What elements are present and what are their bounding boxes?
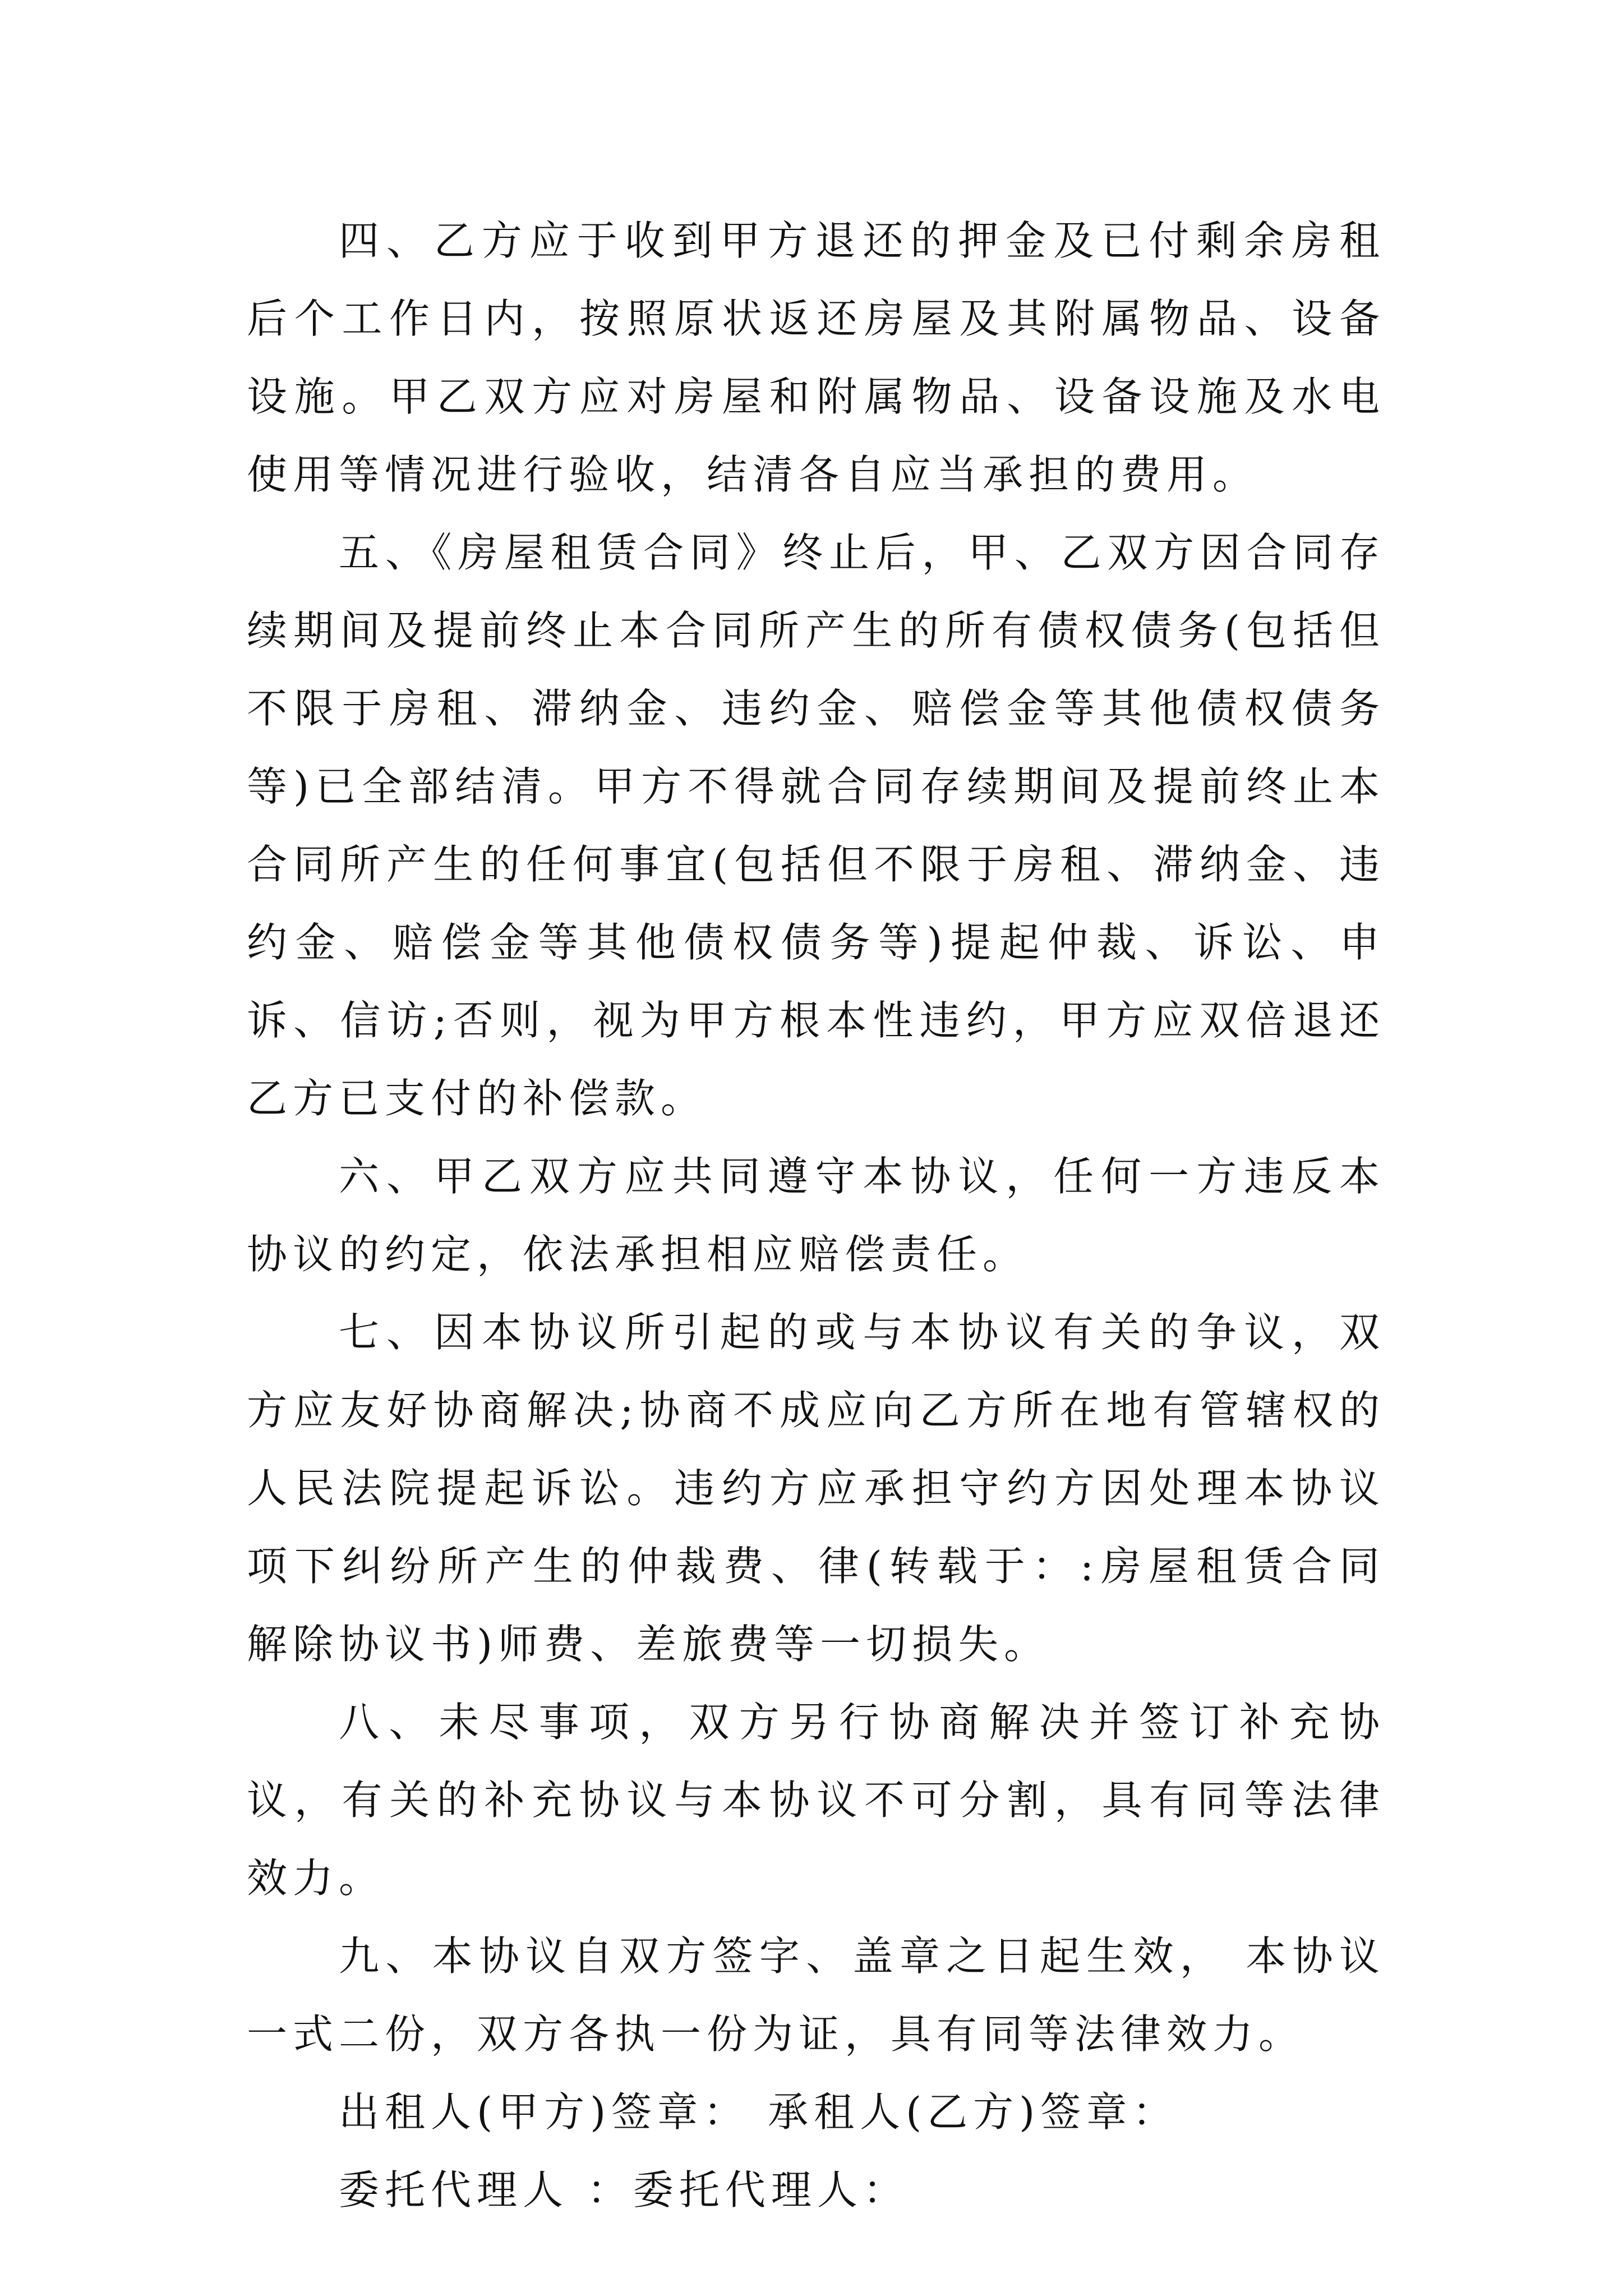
- signature-line: 出租人(甲方)签章： 承租人(乙方)签章：: [339, 2088, 1179, 2136]
- clause-6: 六、甲乙双方应共同遵守本协议，任何一方违反本协议的约定，依法承担相应赔偿责任。: [247, 1153, 1385, 1278]
- clause-9: 九、本协议自双方签字、盖章之日起生效， 本协议一式二份，双方各执一份为证，具有同等法律效力。: [247, 1932, 1385, 2058]
- clause-4: 四、乙方应于收到甲方退还的押金及已付剩余房租后个工作日内，按照原状返还房屋及其附属物品、设备设施。甲乙双方应对房屋和附属物品、设备设施及水电使用等情况进行验收，结清各自应当承担的费用。: [247, 217, 1385, 498]
- clause-5: 五、《房屋租赁合同》终止后，甲、乙双方因合同存续期间及提前终止本合同所产生的所有债权债务(包括但不限于房租、滞纳金、违约金、赔偿金等其他债权债务等)已全部结清。甲方不得就合同存续期间及提前终止本合同所产生的任何事宜(包括但不限于房租、滞纳金、违约金、赔偿金等其他债权债务等)提起仲裁、诉讼、申诉、信访;否则，视为甲方根本性违约，甲方应双倍退还乙方已支付的补偿款。: [247, 529, 1385, 1122]
- agent-line: 委托代理人 ：委托代理人：: [339, 2166, 909, 2214]
- document-body: [247, 202, 1385, 2229]
- clause-8: 八、未尽事项，双方另行协商解决并签订补充协议，有关的补充协议与本协议不可分割，具有同等法律效力。: [247, 1699, 1385, 1902]
- clause-7: 七、因本协议所引起的或与本协议有关的争议，双方应友好协商解决;协商不成应向乙方所在地有管辖权的人民法院提起诉讼。违约方应承担守约方因处理本协议项下纠纷所产生的仲裁费、律(转载于：:房屋租赁合同解除协议书)师费、差旅费等一切损失。: [247, 1309, 1385, 1668]
